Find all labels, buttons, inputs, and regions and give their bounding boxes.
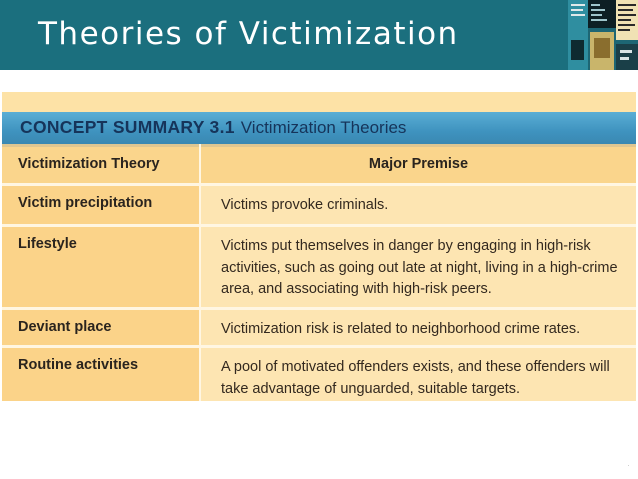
table-row [2, 227, 636, 307]
premise-text: A pool of motivated offenders exists, and these offenders will take advantage of unguarded, suitable targets. [221, 359, 610, 397]
premise-cell [201, 186, 636, 224]
theory-name: Routine activities [18, 357, 139, 373]
premise-text: Victimization risk is related to neighborhood crime rates. [221, 321, 581, 337]
header-cell-theory [2, 147, 199, 183]
premise-cell [201, 310, 636, 345]
theory-name: Deviant place [18, 319, 112, 335]
theory-cell [2, 186, 199, 224]
theory-cell [2, 348, 199, 401]
premise-text: Victims provoke criminals. [221, 197, 389, 213]
table-row [2, 186, 636, 224]
table-header-row [2, 147, 636, 183]
column-divider [199, 144, 201, 401]
slide-number: . [628, 462, 630, 468]
title-bar [0, 0, 638, 70]
premise-cell [201, 227, 636, 307]
table-row [2, 348, 636, 401]
premise-text: Victims put themselves in danger by engaging in high-risk activities, such as going out late at night, living in a high-crime area, and associating with high-risk peers. [221, 238, 618, 297]
column-header-theory: Victimization Theory [18, 156, 160, 172]
column-header-premise: Major Premise [368, 156, 469, 172]
concept-summary-banner [2, 112, 636, 144]
theory-cell [2, 227, 199, 307]
slide-title: Theories of Victimization [38, 16, 459, 52]
newspaper-collage-image [568, 0, 638, 70]
concept-summary-label: CONCEPT SUMMARY 3.1 [20, 117, 235, 137]
concept-summary-subtitle: Victimization Theories [240, 118, 407, 137]
theory-name: Lifestyle [18, 236, 77, 252]
header-cell-premise [201, 147, 636, 183]
theory-name: Victim precipitation [18, 195, 153, 211]
table-row [2, 310, 636, 345]
concept-summary-heading [20, 117, 406, 138]
theory-cell [2, 310, 199, 345]
premise-cell [201, 348, 636, 401]
